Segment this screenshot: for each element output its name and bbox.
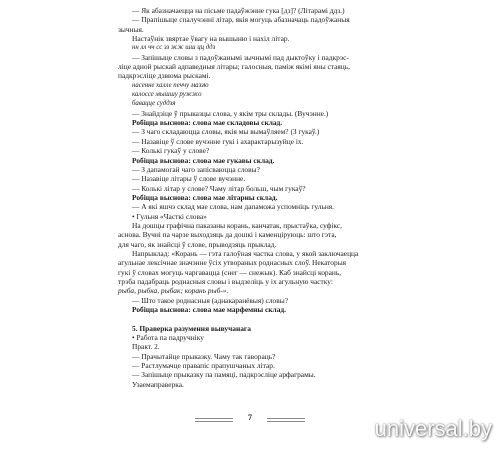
text-line: Практ. 2.	[132, 342, 160, 352]
text-line: Напрыклад: «Корань — гэта галоўная частка слова, у якой заключаецца	[132, 248, 359, 258]
text-line: нн лл чч сс зз жж шш цц ддз	[132, 44, 216, 52]
text-line: калоссе мышшу ружжо	[132, 91, 202, 99]
text-line: — Колькі літар у слове? Чаму літар больш, чым гукаў?	[132, 183, 306, 193]
text-line: — З дапамогай чаго запісваюцца словы?	[132, 164, 260, 174]
text-line: падкрэсліце дзвюма рыскамі.	[118, 71, 211, 81]
text-line: — Як абазначаецца на пісьме падаўжэнне гука [дз]? (Літарамі ддз.)	[132, 6, 345, 15]
text-line: — Знайдзіце ў прыказцы слова, у якім тры склады. (Вучэнне.)	[132, 108, 329, 118]
text-line: — Што такое роднасныя (аднакаранёвыя) словы?	[132, 295, 288, 305]
text-line: рыба, рыбка, рыбак; корань рыб-».	[118, 286, 229, 296]
text-line: — Прачытайце прыказку. Чаму так гавораць?	[132, 351, 276, 361]
text-line: — Назавіце ў слове вучэнне гукі і ахарактарызуйце іх.	[132, 136, 304, 146]
text-line: агульнае лексічнае значэнне ўсіх утвораных роднасных слоў. Некаторыя	[118, 258, 347, 268]
text-line: — Запішыце прыказку па памяці, падкрэсліце арфаграмы.	[132, 370, 316, 380]
text-line	[118, 314, 380, 323]
footer-rule-right	[267, 418, 305, 422]
text-line: зычныя.	[118, 24, 144, 34]
text-line: Робіцца высновa: слова мае літарны склад.	[132, 192, 278, 202]
text-line: Узаемаправерка.	[132, 379, 184, 389]
text-line: Робіцца высновa: слова мае марфемны склад.	[132, 305, 286, 314]
text-line: бавацце суддзя	[132, 100, 176, 108]
page-number: 7	[248, 413, 252, 422]
text-line: На дошцы графічна паказаны корань, канчатак, прыстаўка, суфікс,	[132, 220, 343, 230]
text-line: гукі ў словах могуць чаргавацца (снег — снежык). Каб знайсці корань,	[118, 267, 342, 277]
text-line: 5. Праверка разумення вывучанага	[132, 323, 251, 333]
text-line: — Растлумачце правапіс прапушчаных літар.	[132, 361, 275, 371]
text-line: — Назавіце літары ў слове вучэнне.	[132, 174, 246, 184]
text-line: ліце адной рыскай адпаведныя літары; галосныя, паміж якімі яны стаяць,	[118, 62, 350, 72]
text-line: — З чаго складаюцца словы, якія мы вымаўляем? (З гукаў.)	[132, 127, 320, 137]
page-body	[118, 6, 380, 389]
watermark: universal.by	[374, 416, 492, 441]
page-footer	[195, 413, 305, 425]
text-line: Робіцца высновa: слова мае складовы склад.	[132, 118, 283, 128]
text-line: Настаўнік звяртае ўвагу на вышыню і нахіл літар.	[132, 34, 290, 44]
text-line: для чаго, як знайсці ў слове, прыводзяць прыклад.	[118, 239, 277, 249]
text-line: — Колькі гукаў у слове?	[132, 146, 210, 156]
text-line: • Работа па падручніку	[132, 333, 204, 343]
text-line: трэба падабраць роднасныя словы і выдзеліць у іх агульную частку:	[118, 276, 333, 286]
text-line: — Прапішыце спалучэнні літар, якія могуць абазначаць падоўжаныя	[132, 15, 350, 25]
text-line: Робіцца высновa: слова мае гукавы склад.	[132, 155, 275, 165]
text-line: насенне халле печчу маззю	[132, 81, 209, 89]
text-line: • Гульня «Часткі слова»	[132, 211, 207, 221]
footer-rule-left	[195, 418, 233, 422]
text-line: — Запішыце словы з падоўжанымі зычнымі пад дыктоўку і падкрэс-	[132, 52, 349, 62]
text-line: — А які яшчэ склад мае слова, нам дапаможа успомніць гульня.	[132, 202, 335, 212]
text-line: аснова. Вучні па чарзе выходзяць да дошкі і каменціруюць: што гэта,	[118, 230, 337, 240]
